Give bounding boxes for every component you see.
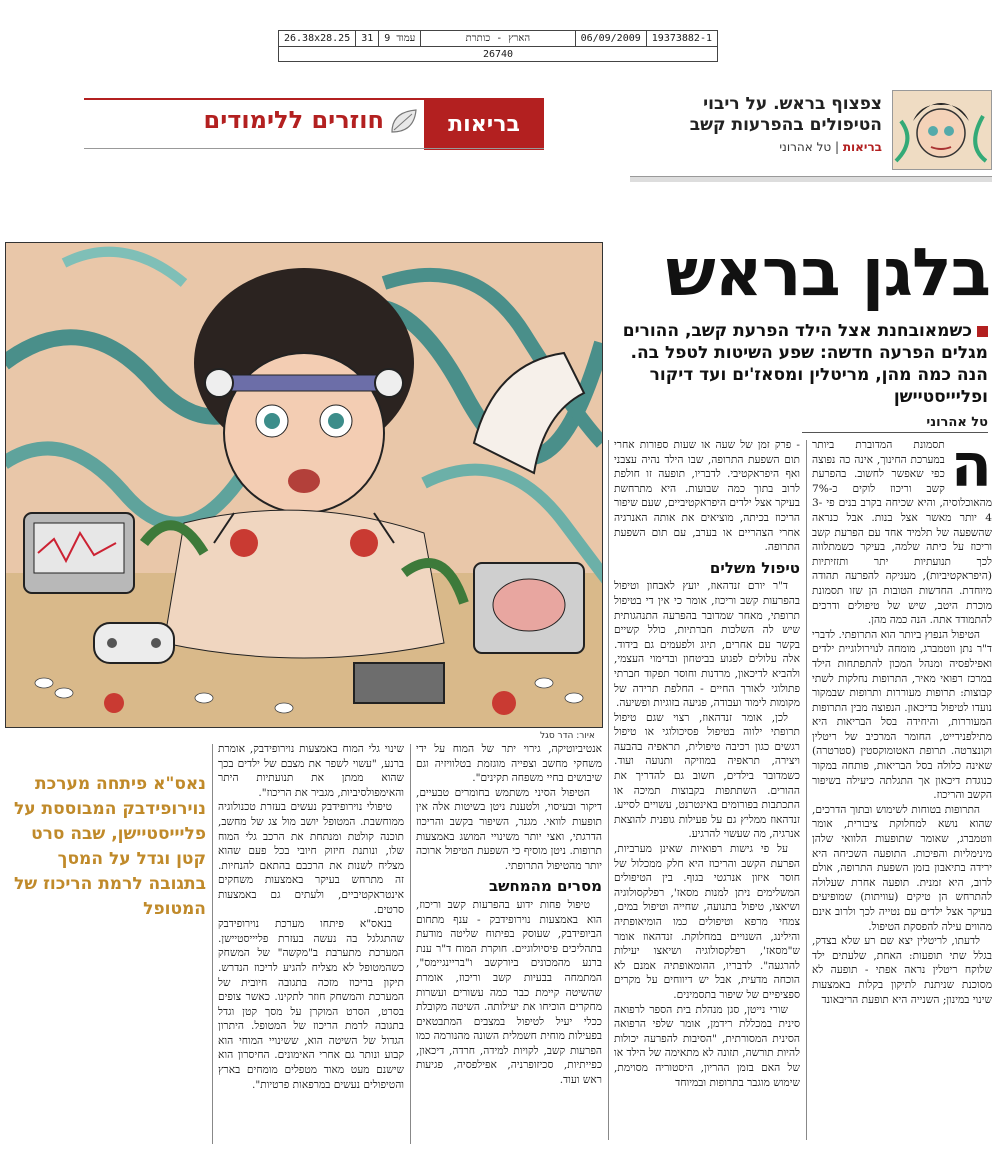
column-divider bbox=[212, 744, 213, 1144]
paragraph: תסמונת המדוברת ביותר במערכת החינוך, אינה כה נפוצה כפי שאפשר לחשוב. בהפרעת קשב וריכוז לוקים כ-7% מהאוכלוסיה, והיא שכיחה בקרב בנים פי 3-4 יותר מאשר אצל בנות. אבל כנראה שהשפעה של תלמיד אחד עם הפרעת קשב וריכוז על כיתה שלמה, בעיקר כשמתלווה לכך תנועתיות יתר ותזזיתיות (היפראקטיביות), מעניקה להפרעה תהודה מיוחדת. החדשות הטובות הן שזו תסמונת מוכרת היטב, שיש של טיפולים ודרכים להתמודד אתה. הנה כמה מהן. bbox=[812, 439, 992, 627]
subhead-complementary: טיפול משלים bbox=[709, 558, 800, 577]
clip-page: עמוד 9 bbox=[378, 31, 420, 46]
paragraph: - פרק זמן של שעה או שעות ספורות אחרי תום השפעת התרופה, שבו הילד נהיה עצבני ואף היפראקטיבי. לדבריו, תופעה זו חולפת לרוב בתוך כמה שבועות. היא מתרחשת בעיקר אצל ילדים היפראקטיביים, שעם שיפור הריכוז בכיתה, מוציאים את אותה האנרגיה אחרי הצהריים או בערב, עם תום השפעת התרופה. bbox=[614, 439, 800, 554]
column-divider bbox=[806, 440, 807, 1140]
clipping-row bbox=[279, 31, 717, 47]
teaser-text bbox=[642, 94, 882, 154]
paragraph: על פי גישות רפואיות שאינן מערביות, הפרעת הקשב והריכוז היא חלק ממכלול של חוסר איזון אנרגטי בגוף. בין הטיפולים המשלימים ניתן למנות מסאז', רפלקסולוגיה ושיאצו, טיפול בתנועה, שחייה וטיפול במים, צמחי מרפא וטיפולים כמו הומיאופתיה והילינג, השנויים במחלוקת. זנדהאוז אומר ש"מסאז', רפלקסולוגיה ושיאצו יעילות להרגעה". לדבריו, ההומאופתיה אמנם לא הוכחה מדעית, אבל יש דיווחים על מקרים ספציפיים של שיפור בתסמינים. bbox=[614, 843, 800, 1001]
paragraph: לדעתו, לריטלין יצא שם רע שלא בצדק, בגלל שתי תופעות: האחת, שלעתים ילד שלוקח ריטלין נראה אפתי - תופעה לא מסוכנת שניתנת לתיקון בקלות באמצעות שינוי במינון; השנייה היא תופעת הריבאונד bbox=[812, 935, 992, 1006]
teaser-section: בריאות bbox=[842, 140, 882, 154]
clip-size: 26.38x28.25 bbox=[284, 33, 351, 44]
paragraph: שינוי גלי המוח באמצעות נוירופידבק, אומרת ברנע, "עשוי לשפר את מצבם של ילדים בכך שהוא ממתן את תנועתיות היתר והאימפולסיביות, מגביר את הריכוז". bbox=[218, 743, 404, 799]
leaf-stethoscope-icon bbox=[388, 106, 420, 138]
paragraph: התרופות בטוחות לשימוש ובתוך הדרכים, שהוא נושא למחלוקת ציבורית, אומר ווטמברג, שאומר שתופעות הלוואי שלהן מינימליות והפיכות. התופעה השכיחה היא ירידה בתיאבון בזמן השפעת התרופה, אולם לרוב, היא זמנית. תופעה אחרת שעלולה להתרחש הן טיקים (עוויתות) שמופיעים בעיקר אצל ילדים עם נטייה לכך ולרוב אינם מהווים עילה להפסקת הטיפול. bbox=[812, 803, 992, 933]
pull-quote: נאס"א פיתחה מערכת נוירופידבק המבוססת על פליייסטיישן, שבה סרט קטן וגדל על המסך בתגובה לרמת הריכוז של המטופל bbox=[13, 774, 206, 919]
column-1 bbox=[812, 438, 992, 1146]
clipping-header bbox=[278, 30, 718, 62]
section-header bbox=[84, 98, 544, 148]
teaser-title: צפצוף בראש. על ריבוי הטיפולים בהפרעות קשב bbox=[689, 94, 882, 135]
paragraph: שורי נייטן, סגן מנהלת בית הספר לרפואה סינית במכללת רידמן, אומר שלפי הרפואה הסינית המסורתית, "הסיבות להפרעה יכולות להיות תורשה, תזונה לא מתאימה של הילד או של האם בזמן ההריון, היסטוריה מסוימת, שימוש מוגבר בתרופות ובמיוחד bbox=[614, 1003, 800, 1089]
teaser-author: טל אהרוני bbox=[779, 140, 832, 154]
clip-date: 06/09/2009 bbox=[575, 31, 646, 46]
paragraph: הטיפול הנפוץ ביותר הוא התרופתי. לדברי ד"ר נתן ווטמברג, מומחה לנוירולוגיית ילדים ואפילפסיה ומנהל המכון להתפתחות הילד במרכז רפואי מאיר, התרופות נחלקות לשתי קבוצות: תרופות מעוררות ותרופות שבמקור נועדו לטיפול בדיכאון. הנפוצה מבין התרופות המעוררות, והיחידה בסל הבריאות היא מתילפנידייט, החומר המרכיב של ריטלין וקונצרטה. תרופת האטומוקסטין (סטרטרה) שאינה כלולה בסל הבריאות, פותחה במקור כנוגדת דיכאון אך התגלתה כיעילה בשיפור הקשב והריכוז. bbox=[812, 628, 992, 802]
column-3 bbox=[416, 742, 602, 1146]
column-divider bbox=[410, 744, 411, 1144]
paragraph: טיפול פחות ידוע בהפרעות קשב וריכוז, הוא באמצעות נוירופידבק - ענף מתחום הביופידבק, שעוסק בפיתוח שליטה מודעת בתהליכים פיסיולוגיים. חוקרת המוח ד"ר ענת ברנע מהמכונים ביורקשב ו"בריינגיימס", המתמחה בבעיות קשב וריכוז, אומרת שהשיטה קיימת כבר כמה עשורים ועשרות מחקרים הוכיחו את יעילותה. השיטה מקובלת ככלי יעיל לטיפול במצבים המתבטאים בפעילות מוחית חשמלית השונה מהנורמה כמו הפרעות קשב, לקויות למידה, חרדה, דיכאון, כפייתיות, סכיזופרניה, אפילפסיה, פגיעות ראש ועוד. bbox=[416, 898, 602, 1087]
dropcap: ה bbox=[950, 438, 992, 501]
column-2 bbox=[614, 438, 800, 1146]
clip-code: 26740 bbox=[482, 49, 514, 60]
byline: טל אהרוני bbox=[802, 415, 988, 433]
top-strip bbox=[0, 78, 1000, 188]
deck-text: כשמאובחנת אצל הילד הפרעת קשב, ההורים מגלים הפרעה חדשה: שפע השיטות לטפל בה. הנה כמה מהן, מריטלין ומסאז'ים ועד דיקור ופליייסטיישן bbox=[622, 321, 988, 407]
illustration-credit: איור: הדר סגל bbox=[540, 731, 595, 741]
paragraph: טיפולי נוירופידבק נעשים בעזרת טכנולוגיה ממוחשבת. המטופל יושב מול צג של מחשב, תוכנה קולטת ומנתחת את הרכב גלי המוח שלו, ונותנת חיזוק חיובי בכל פעם שהוא מצליח לשנות את הרכבם בהתאם להנחיות. זה מתרחש בעיקר באמצעות משחקים אינטראקטיביים, ולעתים גם באמצעות סרטים. bbox=[218, 801, 404, 916]
column-divider bbox=[608, 440, 609, 1140]
paragraph: בנאס"א פיתחו מערכת נוירופידבק שהתגלגל בה נעשה בעזרת פליייסטיישן. המערכת מתערבת ב"מקשה" של המשחק כשהמטופל לא מצליח להגיע לריכוז הנדרש. תיקון בריכוז מזכה בתגובה חיובית של המערכת והמשחק חוזר לתקינו. כאשר צופים בסרט, הסרט המוקרן על מסך קטן וגדל בתגובה לרמת הריכוז של המטופל. היתרון הגדול של השיטה הוא, ששינויי המוחי הוא קבוע ונותר גם אחרי האימונים. החיסרון הוא שישנם מעט מאוד מטפלים מומחים בארץ והטיפולים נעשים במרפאות פרטיות". bbox=[218, 918, 404, 1091]
headline: בלגן בראש bbox=[665, 234, 990, 311]
paragraph: לכן, אומר זנדהאוז, רצוי שגם טיפול תרופתי ילווה בטיפול פסיכולוגי או טיפול רגשים כגון רכיבה טיפולית, תראפיה בהבעה ויצירה, תראפיה במוזיקה ותנועה ועוד. כשמדובר בילדים, חשוב גם להדריך את ההורים. השתתפות בקבוצות תמיכה או התכתבות בפורומים באינטרנט, עשויים לסייע. זנדהאוז ממליץ גם על פעילות גופנית להוצאת אנרגיה, מה שעשוי להרגיע. bbox=[614, 711, 800, 841]
clip-num: 31 bbox=[355, 31, 378, 46]
paragraph: הטיפול הסיני משתמש בחומרים טבעיים, דיקור ובעיסוי, ולטענת ניטן בשיטות אלה אין תופעות לוואי. מגנר, השיפור בקשב והריכוז הדרגתי, ואצי יותר משינויי המושג באמצעות תרופות. ניטן מוסיף כי השפעת הטיפול ארוכה יותר מהטיפול התרופתי. bbox=[416, 786, 602, 872]
teaser-rule bbox=[630, 176, 992, 182]
paragraph: ד"ר יורם זנדהאוז, יועץ לאבחון וטיפול בהפרעות קשב וריכוז, אומר כי אין די בטיפול תרופתי, מאחר שמדובר בהפרעה התנהגותית שיש לה השלכות חברתיות, כולל קשיים בקשר עם אחרים, תיוג ולפעמים גם בידוד. אלה עלולים לפגוע בביטחון ובדימוי העצמי, ולהביא לדיכאון, מרדנות וחוסר תפקוד חברתי פתולוגי לאורך החיים - החלפת תרידה של מקומות לימוד ועבודה, פגיעה בזוגיות ופשיעה. bbox=[614, 580, 800, 710]
clip-ref: 19373882-1 bbox=[646, 31, 717, 46]
illustration bbox=[5, 242, 603, 728]
section-header-rule bbox=[84, 148, 544, 149]
clip-source: הארץ - כותרת bbox=[420, 31, 574, 46]
subhead-computer: מסרים מהמחשב bbox=[488, 877, 602, 896]
paragraph: אנטיביוטיקה, גירוי יתר של המוח על ידי משחקי מחשב וצפייה מוגזמת בטלוויזיה וגם שיבושים בחיי משפחה תקינים". bbox=[416, 743, 602, 785]
deck-bullet-icon bbox=[977, 326, 988, 337]
section-tag: בריאות bbox=[424, 100, 544, 150]
deck bbox=[608, 320, 988, 408]
teaser-box[interactable] bbox=[636, 90, 992, 170]
teaser-byline: בריאות | טל אהרוני bbox=[779, 140, 882, 154]
column-4 bbox=[218, 742, 404, 1146]
teaser-thumbnail bbox=[892, 90, 992, 170]
section-title: חוזרים ללימודים bbox=[203, 106, 384, 134]
